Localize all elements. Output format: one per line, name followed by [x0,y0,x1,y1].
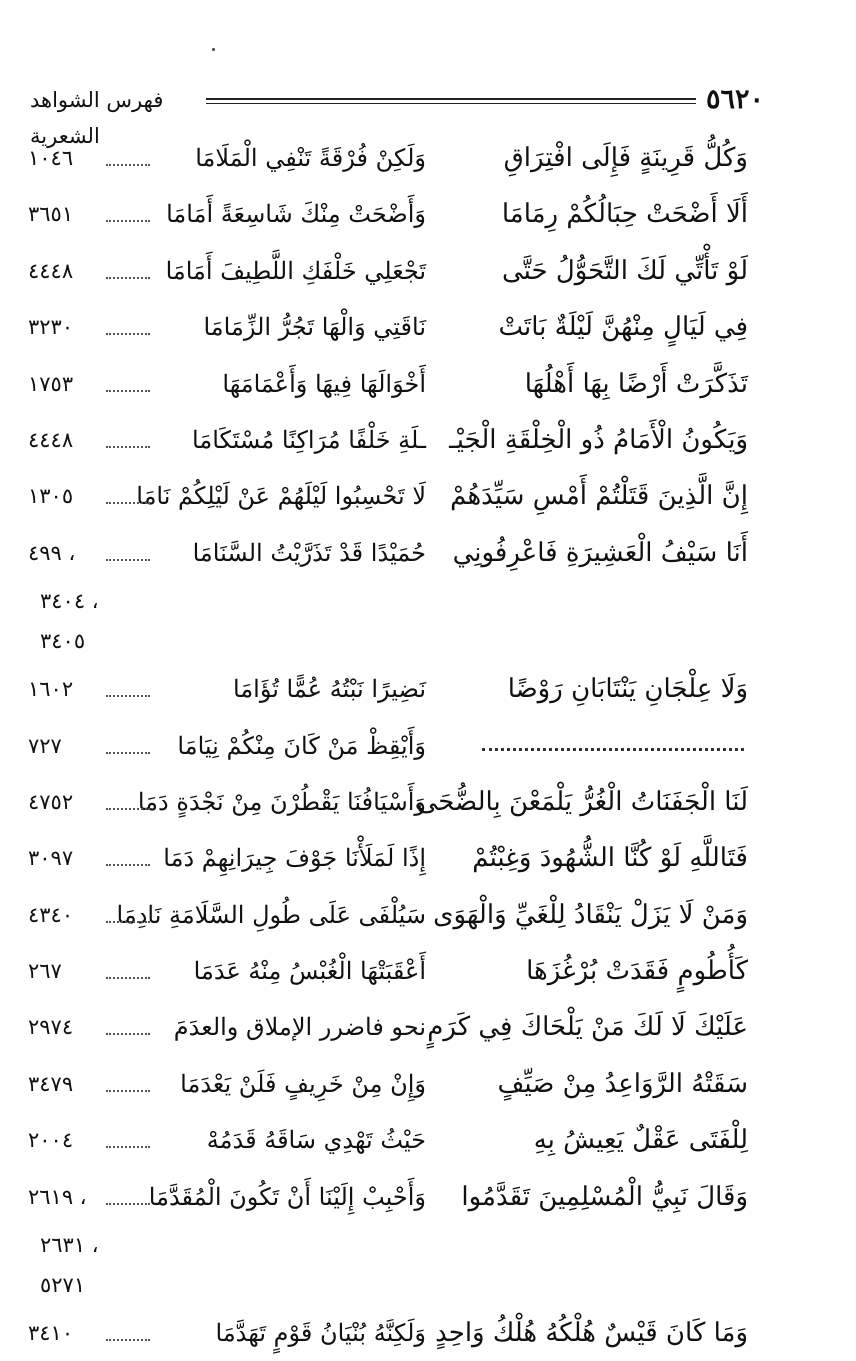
second-hemistich: وَأَحْبِبْ إِلَيْنَا أَنْ تَكُونَ الْمُقَدَّمَا [148,1182,426,1211]
first-hemistich: تَذَكَّرَتْ أَرْضًا بِهَا أَهْلُهَا [524,368,748,399]
verse-row [0,299,856,355]
dot-leader [106,502,150,504]
header-title: فهرس الشواهد الشعرية [30,88,164,148]
verse-row [0,525,856,581]
dot-leader [106,864,150,866]
first-hemistich: عَلَيْكَ لَا لَكَ مَنْ يَلْحَاكَ فِي كَرَمٍ [427,1012,748,1043]
reference-numbers: ١٦٠٢ [28,677,74,702]
dot-leader [106,1090,150,1092]
dot-leader [106,277,150,279]
reference-numbers: ٢٩٧٤ [28,1015,74,1040]
reference-continuation [0,581,856,621]
reference-numbers: ٢٦٣١ ، [40,1233,99,1258]
dot-leader [106,977,150,979]
first-hemistich: إِنَّ الَّذِينَ قَتَلْتُمْ أَمْسِ سَيِّدَهُمْ [450,481,748,512]
dot-leader [106,333,150,335]
reference-numbers: ٢٦١٩ ، [28,1184,87,1209]
first-hemistich: وَقَالَ نَبِيُّ الْمُسْلِمِينَ تَقَدَّمُوا [461,1181,748,1212]
second-hemistich: تَجْعَلِي خَلْفَكِ اللَّطِيفَ أَمَامَا [165,256,426,285]
second-hemistich: وَإِنْ مِنْ خَرِيفٍ فَلَنْ يَعْدَمَا [180,1069,426,1098]
second-hemistich: إِذًا لَمَلَأْنَا جَوْفَ جِيرَانِهِمْ دَمَا [163,844,426,873]
second-hemistich: حُمَيْدًا قَدْ تَذَرَّيْتُ السَّنَامَا [192,538,426,567]
verse-row [0,774,856,830]
first-hemistich: أَلَا أَضْحَتْ حِبَالُكُمْ رِمَامَا [501,199,748,230]
second-hemistich: وَأَسْيَافُنَا يَقْطُرْنَ مِنْ نَجْدَةٍ دَمَا [137,787,426,816]
second-hemistich: ـلَةِ خَلْفًا مُرَاكِنًا مُسْتَكَامَا [192,425,426,454]
first-hemistich: سَقَتْهُ الرَّوَاعِدُ مِنْ صَيِّفٍ [497,1068,748,1099]
verse-row [0,1169,856,1225]
reference-numbers: ٣٠٩٧ [28,846,74,871]
reference-numbers: ٢٠٠٤ [28,1128,74,1153]
running-header [30,82,770,148]
second-hemistich: وَأَيْقِظْ مَنْ كَانَ مِنْكُمْ نِيَامَا [177,731,426,760]
reference-numbers: ٤٣٤٠ [28,902,74,927]
second-hemistich: حَيْثُ تَهْدِي سَاقَهُ قَدَمُهْ [206,1126,426,1155]
dot-leader [106,1339,150,1341]
dot-leader [106,752,150,754]
reference-continuation [0,621,856,661]
missing-hemistich-dots [482,748,744,751]
verse-row [0,887,856,943]
first-hemistich: أَنَا سَيْفُ الْعَشِيرَةِ فَاعْرِفُونِي [452,537,748,568]
reference-numbers: ٢٦٧ [28,959,62,984]
verse-row [0,412,856,468]
dot-leader [106,1203,150,1205]
verse-row [0,186,856,242]
second-hemistich: وَأَضْحَتْ مِنْكَ شَاسِعَةً أَمَامَا [166,200,426,229]
reference-numbers: ٥٢٧١ [40,1273,86,1298]
reference-numbers: ٤٧٥٢ [28,789,74,814]
dot-leader [106,1146,150,1148]
verse-row [0,999,856,1055]
reference-numbers: ١٧٥٣ [28,371,74,396]
dot-leader [106,921,150,923]
second-hemistich: وَلَكِنْ فُرْقَةً تَنْفِي الْمَلَامَا [195,144,426,172]
reference-numbers: ٤٤٤٨ [28,427,74,452]
verse-index-list [0,130,856,1361]
second-hemistich: وَلَكِنَّهُ بُنْيَانُ قَوْمٍ تَهَدَّمَا [215,1319,426,1348]
second-hemistich: لَا تَحْسِبُوا لَيْلَهُمْ عَنْ لَيْلِكُمْ نَامَا [136,482,426,511]
second-hemistich: أَخْوَالَهَا فِيهَا وَأَعْمَامَهَا [222,369,426,398]
verse-row [0,468,856,524]
second-hemistich: نَاقَتِي وَالْهَا تَجُرُّ الزِّمَامَا [203,313,426,342]
reference-continuation [0,1225,856,1265]
reference-continuation [0,1265,856,1305]
verse-row [0,830,856,886]
verse-row [0,943,856,999]
first-hemistich: وَلَا عِلْجَانِ يَنْتَابَانِ رَوْضًا [507,674,748,705]
dot-leader [106,1033,150,1035]
first-hemistich: وَكُلُّ قَرِينَةٍ فَإِلَى افْتِرَاقِ [503,143,748,173]
first-hemistich: وَمَنْ لَا يَزَلْ يَنْقَادُ لِلْغَيِّ وَالْهَوَى [433,899,748,930]
first-hemistich: وَمَا كَانَ قَيْسٌ هُلْكُهُ هُلْكُ وَاحِدٍ [435,1318,748,1349]
second-hemistich: سَيُلْفَى عَلَى طُولِ السَّلَامَةِ نَادِمَا [116,900,426,929]
verse-row [0,1305,856,1361]
header-rule [206,98,696,100]
second-hemistich: نحو فاضرر الإملاق والعدَمَ [173,1013,426,1042]
first-hemistich: كَأُطُومٍ فَقَدَتْ بُرْغُزَهَا [526,956,748,987]
second-hemistich: نَضِيرًا نَبْتُهُ عُمًّا تُؤَامَا [233,675,426,704]
dot-leader [106,220,150,222]
reference-numbers: ٤٤٤٨ [28,258,74,283]
verse-row [0,1112,856,1168]
dot-leader [106,559,150,561]
verse-row [0,718,856,774]
first-hemistich: فِي لَيَالٍ مِنْهُنَّ لَيْلَةٌ بَاتَتْ [498,312,748,343]
verse-row [0,661,856,717]
verse-row [0,356,856,412]
reference-numbers: ١٠٤٦ [28,146,74,170]
reference-numbers: ٣٢٣٠ [28,315,74,340]
dot-leader [106,808,150,810]
dot-leader [106,164,150,166]
dot-leader [106,695,150,697]
reference-numbers: ١٣٠٥ [28,484,74,509]
dot-leader [106,446,150,448]
reference-numbers: ٣٤١٠ [28,1321,74,1346]
reference-numbers: ٣٤٧٩ [28,1071,74,1096]
verse-row [0,130,856,186]
page-number: ٥٦٢٠ [706,84,765,115]
reference-numbers: ٣٤٠٤ ، [40,589,99,614]
first-hemistich: لِلْفَتَى عَقْلٌ يَعِيشُ بِهِ [533,1125,748,1156]
first-hemistich: فَتَاللَّهِ لَوْ كُنَّا الشُّهُودَ وَغِبْتُمْ [472,843,748,874]
header-rule-thin [206,103,696,104]
first-hemistich: وَيَكُونُ الْأَمَامُ ذُو الْخِلْقَةِ الْجَيْـ [449,424,748,455]
reference-numbers: ٧٢٧ [28,733,62,758]
first-hemistich: لَنَا الْجَفَنَاتُ الْغُرُّ يَلْمَعْنَ بِالضُّحَى [416,786,748,817]
ink-dot [212,48,215,51]
dot-leader [106,390,150,392]
second-hemistich: أَعْقَبَتْهَا الْغُبْسُ مِنْهُ عَدَمَا [193,957,426,986]
reference-numbers: ٣٤٠٥ [40,629,86,654]
verse-row [0,243,856,299]
reference-numbers: ٤٩٩ ، [28,540,76,565]
reference-numbers: ٣٦٥١ [28,202,74,227]
first-hemistich: لَوْ تَأْتِّي لَكَ التَّحَوُّلُ حَتَّى [502,255,748,286]
verse-row [0,1056,856,1112]
